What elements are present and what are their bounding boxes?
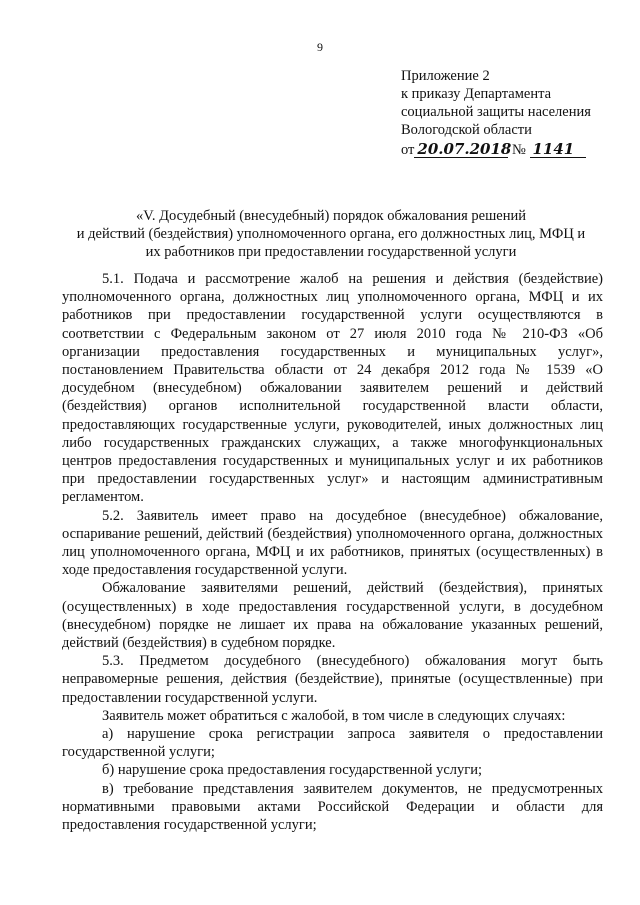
list-item-b: б) нарушение срока предоставления государственной услуги; — [102, 762, 482, 779]
date-prefix: от — [401, 142, 415, 158]
number-label: № — [512, 142, 526, 158]
order-date-number — [401, 141, 591, 159]
appendix-line: социальной защиты населения — [401, 104, 591, 120]
order-number: 1141 — [530, 141, 586, 158]
section-heading — [58, 207, 604, 261]
paragraph-5-3: 5.3. Предметом досудебного (внесудебного) обжалования могут быть неправомерные решения, действия (бездействие), принятые (осуществленные) при предоставлении государственной услуги. — [62, 653, 603, 706]
heading-line: «V. Досудебный (внесудебный) порядок обжалования решений — [135, 208, 526, 224]
heading-line: их работников при предоставлении государственной услуги — [145, 244, 517, 260]
page-number: 9 — [317, 40, 323, 54]
list-item-a: а) нарушение срока регистрации запроса заявителя о предоставлении государственной услуги; — [62, 726, 603, 761]
appendix-block — [401, 67, 591, 159]
appendix-line: к приказу Департамента — [401, 86, 552, 102]
paragraph-5-1: 5.1. Подача и рассмотрение жалоб на решения и действия (бездействие) уполномоченного органа, должностных лиц уполномоченного органа, МФЦ и их работников при предоставлении государственной услуги осуществляются в соответствии с Федеральным законом от 27 июля 2010 года № 210-ФЗ «Об организации предоставления государственных и муниципальных услуг», постановлением Правительства области от 24 декабря 2012 года № 1539 «О досудебном (внесудебном) обжаловании заявителем решений и действий (бездействия) органов исполнительной государственной власти области, предоставляющих государственные услуги, руководителей, иных должностных лиц либо государственных гражданских служащих, а также многофункциональных центров предоставления государственных и муниципальных услуг и их работников при предоставлении государственных услуг» и настоящим административным регламентом. — [62, 271, 603, 506]
list-item-v: в) требование представления заявителем документов, не предусмотренных нормативными правовыми актами Российской Федерации и области для предоставления государственной услуги; — [62, 780, 603, 834]
paragraph-cases-intro: Заявитель может обратиться с жалобой, в том числе в следующих случаях: — [102, 707, 566, 724]
paragraph-5-2: 5.2. Заявитель имеет право на досудебное (внесудебное) обжалование, оспаривание решений, действий (бездействия) уполномоченного органа, должностных лиц уполномоченного органа, МФЦ и их работников, принятых (осуществленных) в ходе предоставления государственной услуги. — [62, 507, 603, 579]
paragraph-appeal-rights: Обжалование заявителями решений, действий (бездействия), принятых (осуществленных) в ходе предоставления государственной услуги, в досудебном (внесудебном) порядке не лишает их права на обжалование указанных решений, действий (бездействия) в судебном порядке. — [62, 580, 603, 652]
heading-line: и действий (бездействия) уполномоченного органа, его должностных лиц, МФЦ и — [76, 226, 586, 242]
appendix-line: Приложение 2 — [401, 68, 490, 84]
document-body — [62, 270, 603, 834]
appendix-line: Вологодской области — [401, 122, 532, 138]
order-date: 20.07.2018 — [414, 141, 508, 158]
